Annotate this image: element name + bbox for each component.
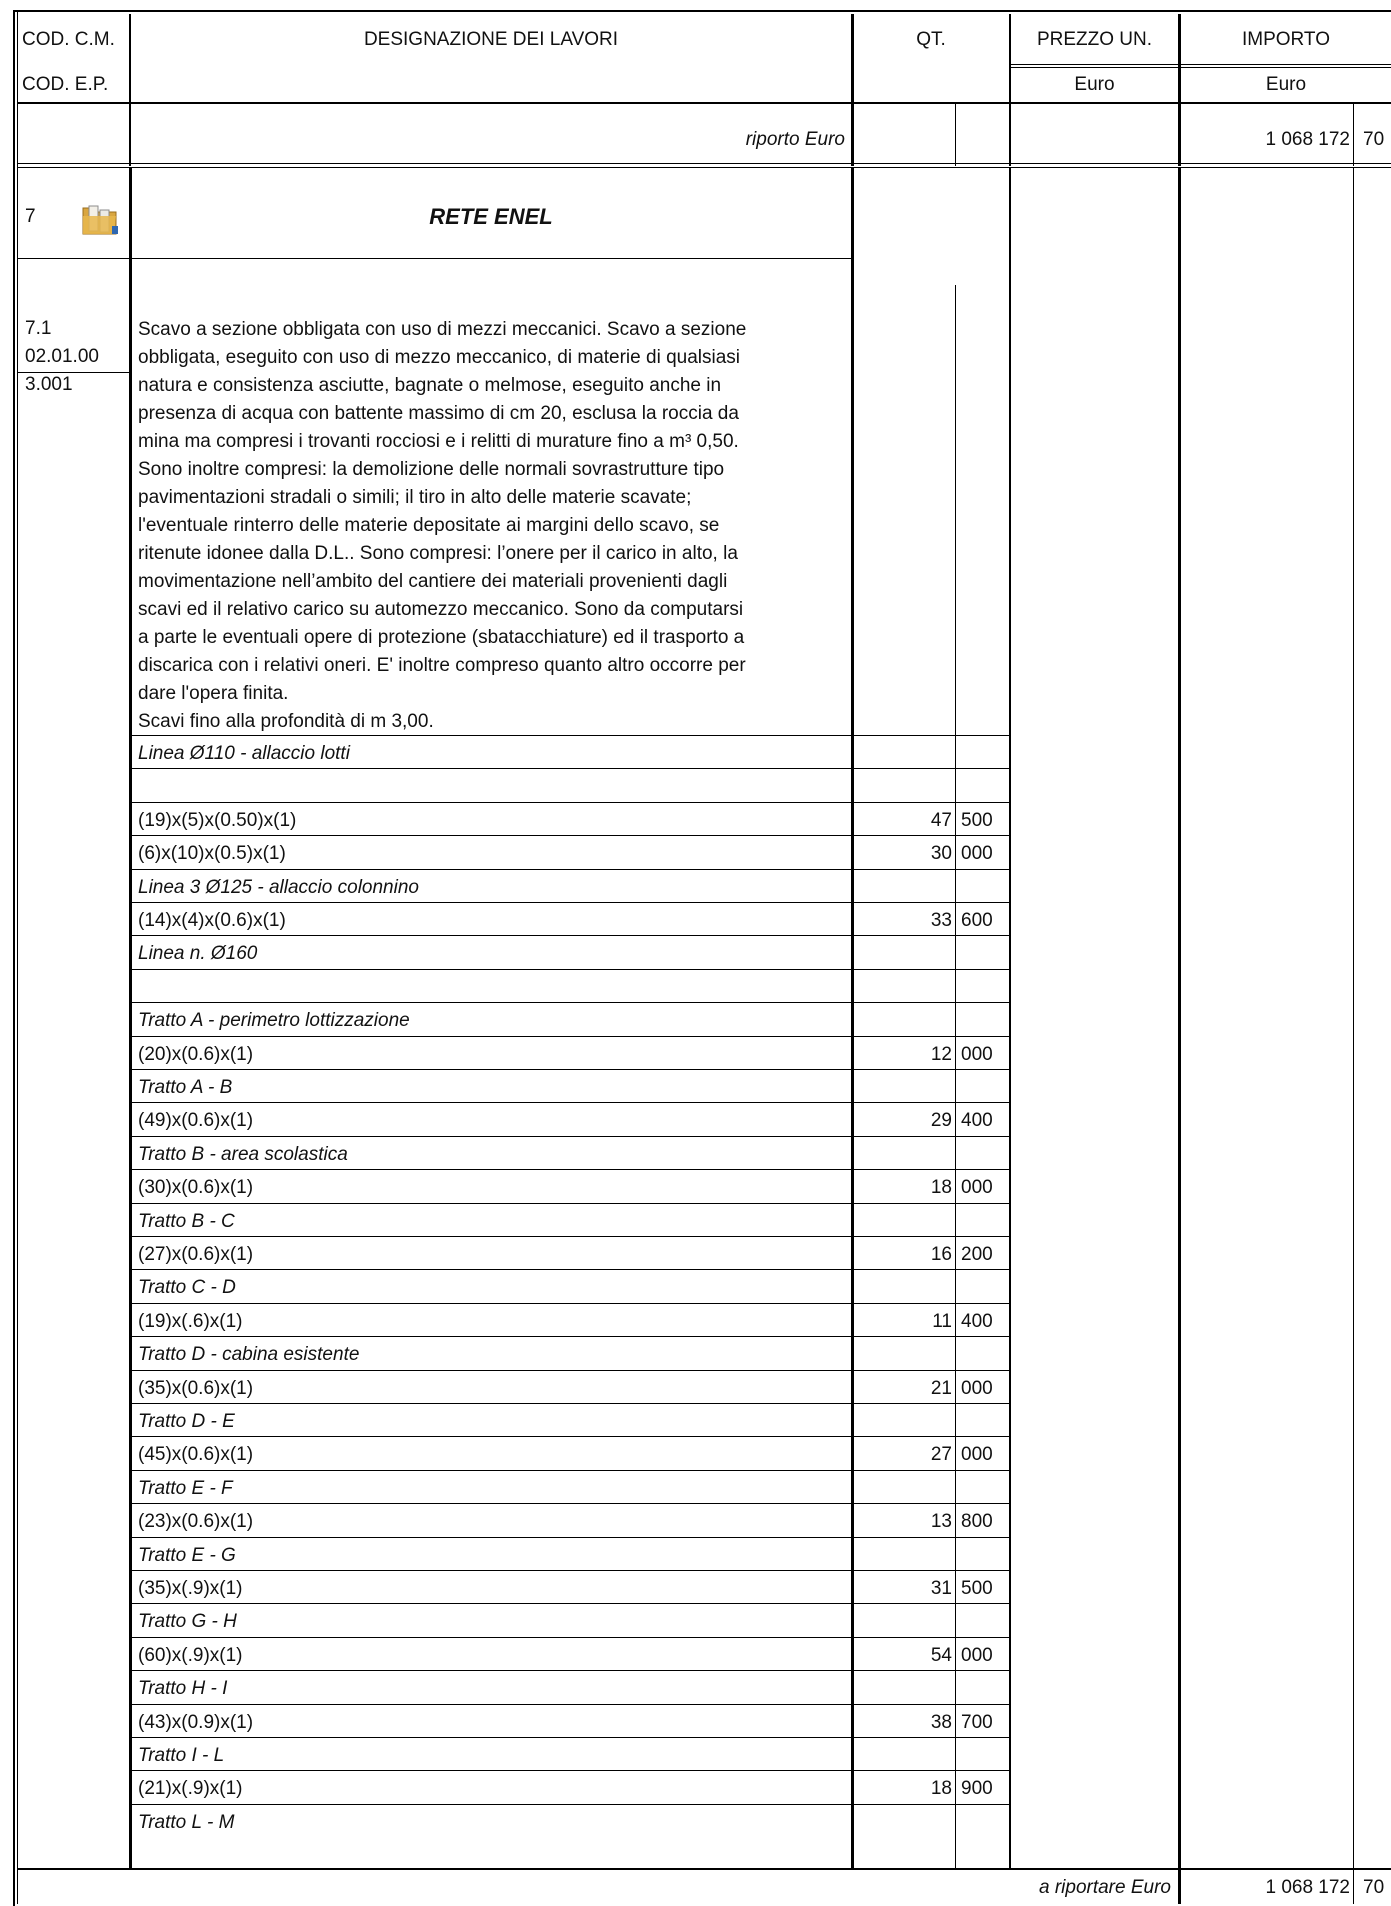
row-quantity-int: 18 — [930, 1177, 952, 1199]
riporto-amount-dec: 70 — [1363, 129, 1385, 150]
body-sep-qt-dec — [955, 285, 956, 1870]
row-formula: (60)x(.9)x(1) — [138, 1644, 243, 1666]
section-number: 7 — [25, 206, 36, 227]
row-divider — [131, 1637, 1009, 1638]
row-heading: Tratto I - L — [138, 1745, 225, 1766]
description-line: obbligata, eseguito con uso di mezzo meccanico, di materie di qualsiasi — [138, 347, 740, 368]
riporto-amount-int: 1 068 172 — [1265, 129, 1350, 150]
row-divider — [131, 1704, 1009, 1705]
row-formula: (43)x(0.9)x(1) — [138, 1711, 254, 1733]
row-divider — [131, 1436, 1009, 1437]
row-heading: Tratto L - M — [138, 1811, 235, 1833]
row-quantity-dec: 900 — [961, 1778, 993, 1800]
description-line: Sono inoltre compresi: la demolizione delle normali sovrastrutture tipo — [138, 459, 725, 480]
row-formula: (14)x(4)x(0.6)x(1) — [138, 910, 286, 931]
description-line: pavimentazioni stradali o simili; il tiro in alto delle materie scavate; — [138, 487, 692, 508]
col-sep-code — [129, 14, 131, 102]
row-quantity-dec: 000 — [961, 1177, 993, 1199]
row-divider — [131, 1737, 1009, 1738]
row-quantity-dec: 500 — [961, 809, 993, 831]
section-bottom-line — [17, 258, 851, 259]
header-designazione: DESIGNAZIONE DEI LAVORI — [363, 29, 619, 50]
item-code-line — [17, 372, 129, 373]
description-line: natura e consistenza asciutte, bagnate o melmose, eseguito anche in — [138, 375, 722, 396]
row-quantity-int: 54 — [930, 1644, 952, 1666]
row-formula: (20)x(0.6)x(1) — [138, 1043, 254, 1065]
row-formula: (45)x(0.6)x(1) — [138, 1444, 254, 1466]
row-divider — [131, 1069, 1009, 1070]
header-sub-line-prezzo — [1010, 64, 1180, 65]
row-formula: (21)x(.9)x(1) — [138, 1778, 243, 1800]
row-divider — [131, 1370, 1009, 1371]
description-line: a parte le eventuali opere di protezione (sbatacchiature) ed il trasporto a — [138, 627, 745, 648]
row-divider — [131, 1269, 1009, 1270]
body-sep-qt — [1009, 168, 1011, 1870]
riporto-sep-4 — [1009, 104, 1011, 166]
row-formula: (23)x(0.6)x(1) — [138, 1511, 254, 1533]
row-quantity-dec: 600 — [961, 910, 993, 931]
row-divider — [131, 1603, 1009, 1604]
row-divider — [131, 768, 1009, 769]
row-divider — [131, 1570, 1009, 1571]
frame-inner-left — [17, 12, 18, 1904]
footer-sep-2 — [1353, 1870, 1354, 1904]
row-heading: Tratto E - F — [138, 1477, 233, 1499]
row-heading: Tratto D - E — [138, 1411, 235, 1432]
row-quantity-dec: 000 — [961, 1377, 993, 1399]
header-bottom-line — [17, 102, 1391, 104]
row-divider — [131, 902, 1009, 903]
row-divider — [131, 1770, 1009, 1771]
row-quantity-int: 13 — [930, 1511, 952, 1533]
row-quantity-dec: 000 — [961, 1444, 993, 1466]
row-divider — [131, 1169, 1009, 1170]
description-line: l'eventuale rinterro delle materie depositate ai margini dello scavo, se — [138, 515, 720, 536]
row-quantity-int: 31 — [930, 1578, 952, 1599]
row-divider — [131, 1136, 1009, 1137]
riporto-bottom-line-1 — [17, 163, 1391, 164]
row-divider — [131, 1804, 1009, 1805]
riporto-sep-2 — [851, 104, 854, 166]
row-quantity-int: 30 — [930, 843, 952, 865]
riporto-sep-6 — [1353, 104, 1354, 166]
row-formula: (35)x(0.6)x(1) — [138, 1377, 254, 1399]
description-line: Scavi fino alla profondità di m 3,00. — [138, 711, 434, 732]
row-quantity-dec: 700 — [961, 1711, 993, 1733]
header-prezzo: PREZZO UN. — [1036, 29, 1153, 50]
header-unit-prezzo: Euro — [1074, 74, 1115, 95]
row-heading: Linea n. Ø160 — [138, 943, 258, 965]
row-formula: (30)x(0.6)x(1) — [138, 1177, 254, 1199]
row-divider — [131, 835, 1009, 836]
row-divider — [131, 1303, 1009, 1304]
header-unit-importo: Euro — [1265, 74, 1307, 95]
footer-label: a riportare Euro — [1038, 1877, 1171, 1898]
row-divider — [131, 802, 1009, 803]
row-formula: (6)x(10)x(0.5)x(1) — [138, 843, 286, 865]
row-quantity-dec: 000 — [961, 1644, 993, 1666]
header-cod-ep: COD. E.P. — [22, 74, 109, 95]
row-heading: Tratto A - perimetro lottizzazione — [138, 1010, 410, 1032]
row-divider — [131, 1236, 1009, 1237]
description-line: movimentazione nell’ambito del cantiere dei materiali provenienti dagli — [138, 571, 728, 592]
row-quantity-dec: 800 — [961, 1511, 993, 1533]
row-heading: Linea 3 Ø125 - allaccio colonnino — [138, 876, 419, 898]
row-quantity-int: 12 — [930, 1043, 952, 1065]
row-quantity-int: 11 — [932, 1310, 952, 1332]
row-quantity-dec: 000 — [961, 843, 993, 865]
item-description — [138, 316, 853, 736]
description-line: discarica con i relativi oneri. E' inoltre compreso quanto altro occorre per — [138, 655, 746, 676]
row-divider — [131, 1203, 1009, 1204]
body-sep-prezzo — [1178, 168, 1181, 1870]
folder-icon — [80, 202, 120, 236]
row-divider — [131, 1670, 1009, 1671]
row-formula: (19)x(.6)x(1) — [138, 1310, 243, 1332]
section-title: RETE ENEL — [429, 204, 553, 229]
row-divider — [131, 1537, 1009, 1538]
row-formula: (27)x(0.6)x(1) — [138, 1244, 254, 1265]
header-sub-line-importo — [1180, 64, 1391, 65]
row-quantity-int: 29 — [930, 1110, 952, 1132]
row-formula: (35)x(.9)x(1) — [138, 1578, 243, 1599]
row-heading: Tratto B - C — [138, 1210, 235, 1232]
description-line: dare l'opera finita. — [138, 683, 289, 704]
row-heading: Tratto B - area scolastica — [138, 1143, 348, 1165]
row-quantity-int: 33 — [930, 910, 952, 931]
row-quantity-int: 47 — [930, 809, 952, 831]
row-divider — [131, 1470, 1009, 1471]
row-quantity-dec: 500 — [961, 1578, 993, 1599]
description-line: scavi ed il relativo carico su automezzo meccanico. Sono da computarsi — [138, 599, 744, 620]
row-divider — [131, 1002, 1009, 1003]
riporto-bottom-line-2 — [17, 167, 1391, 168]
row-heading: Tratto E - G — [138, 1544, 236, 1566]
row-divider — [131, 735, 1009, 736]
row-divider — [131, 935, 1009, 936]
description-line: presenza di acqua con battente massimo di cm 20, esclusa la roccia da — [138, 403, 739, 424]
row-quantity-dec: 000 — [961, 1043, 993, 1065]
row-quantity-dec: 400 — [961, 1110, 993, 1132]
row-heading: Tratto G - H — [138, 1611, 237, 1633]
row-divider — [131, 1036, 1009, 1037]
row-formula: (19)x(5)x(0.50)x(1) — [138, 809, 297, 831]
body-sep-importo-dec — [1353, 168, 1354, 1870]
row-heading: Tratto A - B — [138, 1077, 233, 1098]
header-importo: IMPORTO — [1242, 29, 1330, 50]
row-quantity-int: 38 — [930, 1711, 952, 1733]
riporto-sep-3 — [955, 104, 956, 166]
row-quantity-int: 18 — [930, 1778, 952, 1800]
row-divider — [131, 1336, 1009, 1337]
row-divider — [131, 1403, 1009, 1404]
header-sub-line-2 — [1010, 67, 1391, 68]
body-sep-code — [129, 168, 132, 1870]
footer-amount-int: 1 068 172 — [1265, 1877, 1350, 1898]
row-quantity-dec: 200 — [961, 1244, 993, 1265]
description-line: Scavo a sezione obbligata con uso di mezzi meccanici. Scavo a sezione — [138, 319, 747, 340]
row-quantity-int: 16 — [930, 1244, 952, 1265]
row-heading: Tratto D - cabina esistente — [138, 1344, 360, 1366]
row-divider — [131, 869, 1009, 870]
header-cod-cm: COD. C.M. — [22, 29, 115, 50]
col-sep-desc — [851, 14, 854, 102]
item-code-ep-2: 3.001 — [25, 374, 73, 395]
riporto-label: riporto Euro — [745, 129, 845, 150]
row-quantity-int: 27 — [930, 1444, 952, 1466]
row-divider — [131, 1503, 1009, 1504]
description-line: ritenute idonee dalla D.L.. Sono compresi: l’onere per il carico in alto, la — [138, 543, 738, 564]
description-line: mina ma compresi i trovanti rocciosi e i relitti di murature fino a m³ 0,50. — [138, 431, 739, 452]
row-heading: Tratto C - D — [138, 1277, 236, 1299]
item-code-cm: 7.1 — [25, 318, 52, 339]
row-divider — [131, 1102, 1009, 1103]
item-code-ep-1: 02.01.00 — [25, 346, 99, 367]
footer-amount-dec: 70 — [1363, 1877, 1385, 1898]
header-qt: QT. — [916, 29, 946, 50]
row-quantity-int: 21 — [930, 1377, 952, 1399]
row-heading: Linea Ø110 - allaccio lotti — [138, 743, 350, 764]
row-quantity-dec: 400 — [961, 1310, 993, 1332]
row-formula: (49)x(0.6)x(1) — [138, 1110, 254, 1132]
body-bottom-line — [17, 1868, 1391, 1870]
row-divider — [131, 969, 1009, 970]
row-heading: Tratto H - I — [138, 1678, 228, 1700]
